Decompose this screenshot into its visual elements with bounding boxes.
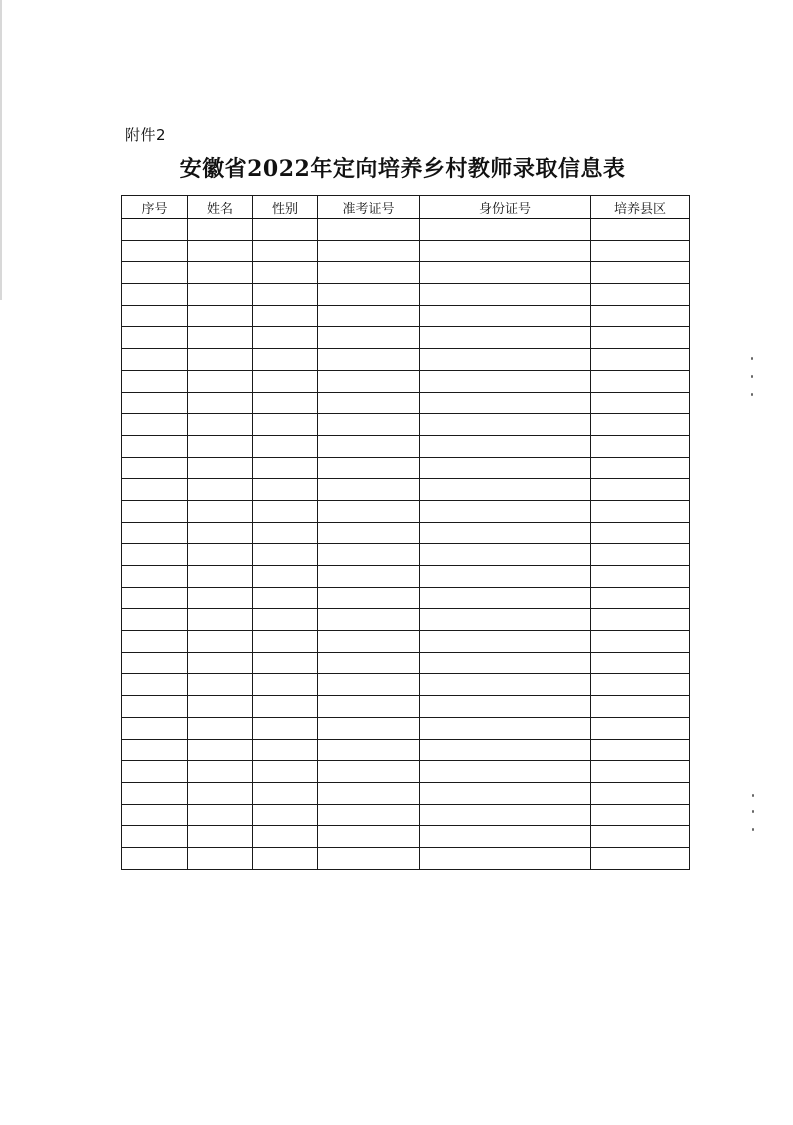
- table-cell: [122, 739, 188, 761]
- column-header-exam-number: 准考证号: [318, 196, 420, 219]
- table-row: [122, 435, 690, 457]
- table-cell: [188, 327, 253, 349]
- table-cell: [253, 349, 318, 371]
- table-cell: [318, 349, 420, 371]
- table-row: [122, 847, 690, 869]
- table-cell: [591, 435, 690, 457]
- table-cell: [188, 631, 253, 653]
- scan-speck: [751, 375, 753, 378]
- table-cell: [318, 609, 420, 631]
- table-cell: [188, 717, 253, 739]
- table-cell: [253, 804, 318, 826]
- document-title: 安徽省2022年定向培养乡村教师录取信息表: [179, 156, 626, 182]
- table-cell: [122, 631, 188, 653]
- table-cell: [253, 761, 318, 783]
- table-cell: [420, 522, 591, 544]
- admission-info-table: [121, 195, 690, 870]
- table-cell: [318, 804, 420, 826]
- table-cell: [122, 522, 188, 544]
- table-cell: [591, 804, 690, 826]
- table-cell: [318, 522, 420, 544]
- table-cell: [318, 327, 420, 349]
- table-cell: [188, 761, 253, 783]
- table-cell: [122, 544, 188, 566]
- table-cell: [318, 392, 420, 414]
- column-header-index: 序号: [122, 196, 188, 219]
- table-row: [122, 370, 690, 392]
- table-row: [122, 631, 690, 653]
- scan-edge: [0, 0, 2, 300]
- table-row: [122, 262, 690, 284]
- table-cell: [253, 327, 318, 349]
- table-cell: [420, 435, 591, 457]
- table-cell: [188, 847, 253, 869]
- table-cell: [122, 414, 188, 436]
- table-cell: [318, 739, 420, 761]
- table-cell: [318, 457, 420, 479]
- table-cell: [253, 414, 318, 436]
- table-cell: [318, 414, 420, 436]
- table-cell: [253, 631, 318, 653]
- table-cell: [318, 696, 420, 718]
- table-cell: [188, 826, 253, 848]
- table-cell: [253, 457, 318, 479]
- table-cell: [591, 761, 690, 783]
- table-cell: [122, 457, 188, 479]
- scan-speck: [752, 828, 754, 831]
- scan-speck: [751, 357, 753, 360]
- table-cell: [591, 370, 690, 392]
- table-row: [122, 457, 690, 479]
- table-cell: [420, 392, 591, 414]
- table-cell: [591, 327, 690, 349]
- table-cell: [318, 262, 420, 284]
- table-cell: [253, 305, 318, 327]
- table-cell: [318, 826, 420, 848]
- table-cell: [591, 696, 690, 718]
- table-cell: [420, 219, 591, 241]
- table-cell: [420, 349, 591, 371]
- table-cell: [420, 782, 591, 804]
- table-cell: [591, 349, 690, 371]
- table-cell: [188, 566, 253, 588]
- table-row: [122, 414, 690, 436]
- table-cell: [122, 370, 188, 392]
- table-row: [122, 240, 690, 262]
- table-cell: [318, 284, 420, 306]
- table-row: [122, 739, 690, 761]
- table-cell: [253, 826, 318, 848]
- table-cell: [591, 631, 690, 653]
- table-row: [122, 826, 690, 848]
- table-cell: [188, 804, 253, 826]
- table-cell: [122, 826, 188, 848]
- table-cell: [188, 305, 253, 327]
- table-cell: [122, 305, 188, 327]
- table-cell: [253, 479, 318, 501]
- table-cell: [188, 392, 253, 414]
- table-cell: [253, 587, 318, 609]
- table-cell: [122, 435, 188, 457]
- table-cell: [420, 674, 591, 696]
- table-cell: [188, 652, 253, 674]
- table-cell: [188, 284, 253, 306]
- table-row: [122, 522, 690, 544]
- table-cell: [420, 544, 591, 566]
- table-cell: [420, 826, 591, 848]
- table-cell: [591, 522, 690, 544]
- table-cell: [122, 392, 188, 414]
- table-cell: [122, 674, 188, 696]
- table-cell: [591, 392, 690, 414]
- table-row: [122, 696, 690, 718]
- table-cell: [420, 457, 591, 479]
- table-cell: [122, 284, 188, 306]
- table-cell: [253, 609, 318, 631]
- table-cell: [591, 479, 690, 501]
- table-row: [122, 609, 690, 631]
- scan-speck: [752, 810, 754, 813]
- table-cell: [420, 305, 591, 327]
- table-cell: [122, 804, 188, 826]
- table-cell: [318, 674, 420, 696]
- table-cell: [253, 717, 318, 739]
- table-cell: [318, 652, 420, 674]
- table-cell: [591, 240, 690, 262]
- table-cell: [122, 587, 188, 609]
- table-cell: [420, 587, 591, 609]
- table-cell: [188, 782, 253, 804]
- attachment-label: 附件2: [125, 126, 167, 144]
- table-cell: [420, 804, 591, 826]
- table-header-row: [122, 196, 690, 219]
- table-cell: [318, 240, 420, 262]
- table-cell: [188, 219, 253, 241]
- table-row: [122, 284, 690, 306]
- table-row: [122, 327, 690, 349]
- table-cell: [591, 544, 690, 566]
- table-cell: [122, 500, 188, 522]
- table-cell: [591, 414, 690, 436]
- table-cell: [253, 544, 318, 566]
- table-cell: [253, 435, 318, 457]
- table-cell: [188, 262, 253, 284]
- column-header-name: 姓名: [188, 196, 253, 219]
- table-cell: [420, 847, 591, 869]
- table-cell: [253, 240, 318, 262]
- table-cell: [420, 631, 591, 653]
- table-cell: [188, 457, 253, 479]
- column-header-county: 培养县区: [591, 196, 690, 219]
- table-cell: [253, 782, 318, 804]
- table-cell: [591, 284, 690, 306]
- table-cell: [591, 457, 690, 479]
- table-cell: [188, 500, 253, 522]
- table-cell: [318, 219, 420, 241]
- table-cell: [122, 479, 188, 501]
- table-cell: [253, 392, 318, 414]
- table-cell: [253, 674, 318, 696]
- table-cell: [318, 782, 420, 804]
- table-row: [122, 392, 690, 414]
- table-cell: [318, 717, 420, 739]
- table-cell: [318, 479, 420, 501]
- table-cell: [122, 219, 188, 241]
- table-cell: [188, 544, 253, 566]
- table-row: [122, 479, 690, 501]
- table-cell: [188, 370, 253, 392]
- table-cell: [591, 500, 690, 522]
- table-cell: [420, 696, 591, 718]
- table-cell: [318, 305, 420, 327]
- table-cell: [420, 262, 591, 284]
- table-cell: [253, 284, 318, 306]
- table-cell: [188, 522, 253, 544]
- table-cell: [253, 262, 318, 284]
- table-row: [122, 761, 690, 783]
- table-cell: [318, 847, 420, 869]
- table-cell: [318, 761, 420, 783]
- table-cell: [420, 414, 591, 436]
- table-cell: [420, 739, 591, 761]
- table-cell: [420, 370, 591, 392]
- scan-speck: [752, 794, 754, 797]
- table-cell: [188, 479, 253, 501]
- table-cell: [318, 500, 420, 522]
- table-cell: [591, 652, 690, 674]
- table-cell: [318, 370, 420, 392]
- table-cell: [591, 609, 690, 631]
- table-cell: [188, 349, 253, 371]
- table-cell: [420, 761, 591, 783]
- table-cell: [253, 566, 318, 588]
- table-cell: [591, 587, 690, 609]
- table-row: [122, 782, 690, 804]
- table-cell: [591, 262, 690, 284]
- table-cell: [591, 782, 690, 804]
- table-row: [122, 652, 690, 674]
- table-cell: [188, 609, 253, 631]
- table-cell: [253, 739, 318, 761]
- table-cell: [420, 500, 591, 522]
- table-cell: [591, 305, 690, 327]
- table-cell: [591, 826, 690, 848]
- table-cell: [591, 674, 690, 696]
- table-cell: [318, 566, 420, 588]
- table-row: [122, 500, 690, 522]
- table-cell: [122, 240, 188, 262]
- table-cell: [591, 566, 690, 588]
- table-cell: [188, 414, 253, 436]
- table-cell: [591, 739, 690, 761]
- table-cell: [122, 327, 188, 349]
- table-cell: [122, 652, 188, 674]
- table-cell: [253, 219, 318, 241]
- table-cell: [318, 544, 420, 566]
- scan-speck: [751, 393, 753, 396]
- column-header-gender: 性别: [253, 196, 318, 219]
- table-cell: [188, 674, 253, 696]
- table-cell: [122, 847, 188, 869]
- table-cell: [188, 739, 253, 761]
- table-cell: [122, 717, 188, 739]
- table-cell: [122, 782, 188, 804]
- table-cell: [188, 240, 253, 262]
- table-cell: [122, 566, 188, 588]
- table-cell: [253, 652, 318, 674]
- table-cell: [420, 327, 591, 349]
- table-cell: [253, 500, 318, 522]
- table-row: [122, 804, 690, 826]
- table-row: [122, 219, 690, 241]
- table-row: [122, 717, 690, 739]
- table-cell: [318, 631, 420, 653]
- table-cell: [318, 587, 420, 609]
- column-header-id-number: 身份证号: [420, 196, 591, 219]
- table-cell: [253, 370, 318, 392]
- table-cell: [420, 652, 591, 674]
- table-cell: [591, 219, 690, 241]
- table-cell: [122, 696, 188, 718]
- table-cell: [318, 435, 420, 457]
- table-cell: [420, 609, 591, 631]
- table-cell: [253, 847, 318, 869]
- table-row: [122, 587, 690, 609]
- table-cell: [188, 696, 253, 718]
- table-row: [122, 674, 690, 696]
- table-cell: [188, 587, 253, 609]
- table-cell: [420, 240, 591, 262]
- table-cell: [122, 349, 188, 371]
- table-cell: [420, 566, 591, 588]
- table-cell: [122, 609, 188, 631]
- table-row: [122, 305, 690, 327]
- table-body: [122, 219, 690, 870]
- table-cell: [122, 262, 188, 284]
- table-cell: [188, 435, 253, 457]
- table-cell: [122, 761, 188, 783]
- table-cell: [420, 479, 591, 501]
- table-row: [122, 566, 690, 588]
- table-cell: [420, 717, 591, 739]
- table-row: [122, 544, 690, 566]
- table-cell: [591, 847, 690, 869]
- table-cell: [253, 522, 318, 544]
- table-cell: [591, 717, 690, 739]
- table-row: [122, 349, 690, 371]
- table-cell: [253, 696, 318, 718]
- table-cell: [420, 284, 591, 306]
